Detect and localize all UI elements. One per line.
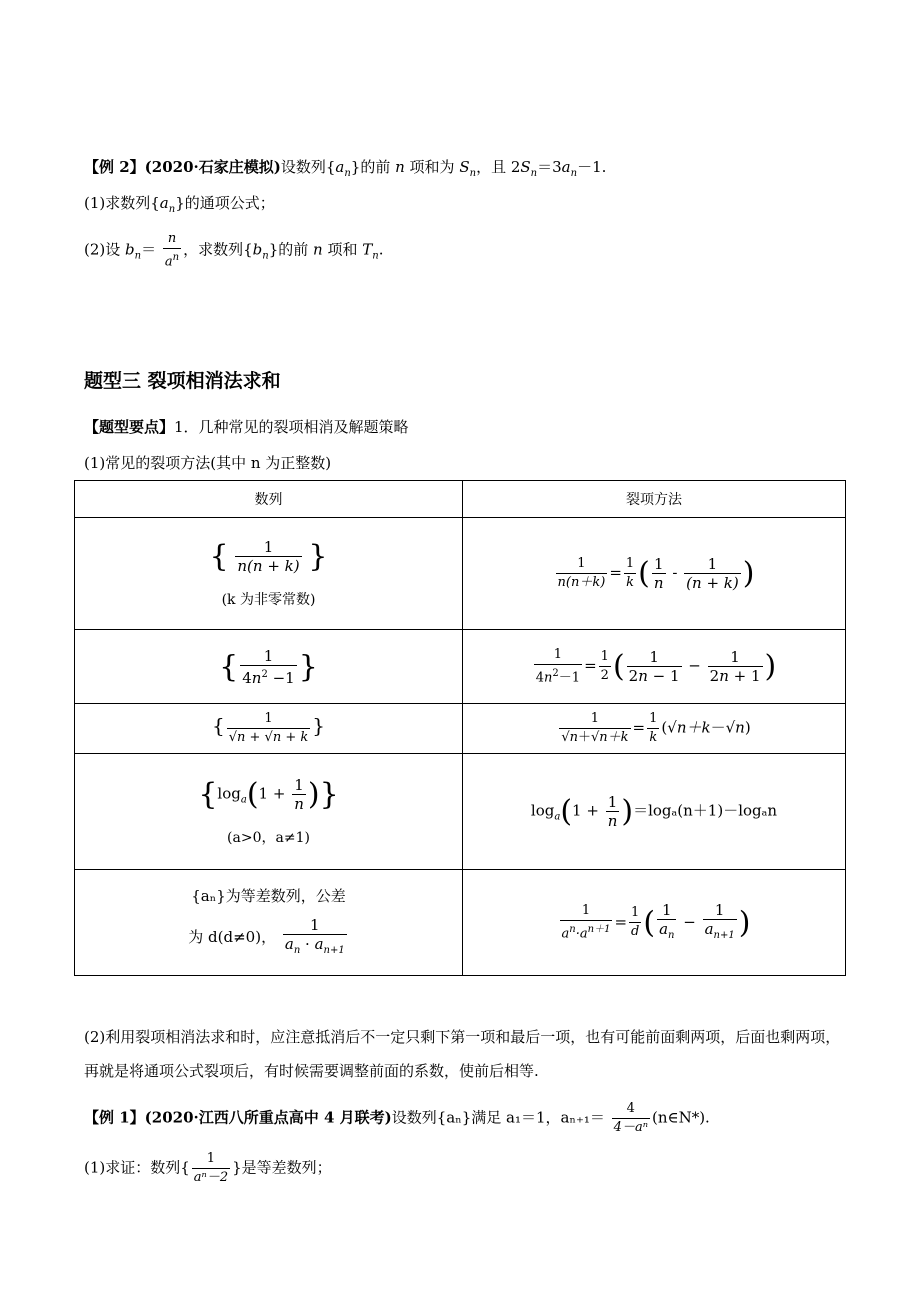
fraction: $\frac{1}{n}$: [294, 776, 304, 813]
cell-sequence: [75, 518, 463, 630]
sub-n: n: [262, 250, 269, 262]
sub-n: n: [570, 168, 578, 179]
sub-n: n: [530, 168, 538, 179]
text: }的前: [268, 240, 314, 259]
cell-sequence: { $\frac{1}{√n + √n + k}$ }: [75, 704, 463, 754]
text: (1)求数列{: [84, 194, 160, 212]
cell-method: $\log_a(1$ + $\frac{1}{n}$ )＝logₐ(n＋1)－logₐn: [463, 754, 846, 870]
formula-seq-4: {$\log_a(1$ + $\frac{1}{n}$ )}: [198, 776, 339, 813]
var-S: S: [520, 158, 531, 176]
fraction: $\frac{1}{n}$: [607, 793, 618, 830]
fraction: $\frac{4}{\text{4－aⁿ}}$: [613, 1101, 648, 1135]
cell-method: $\frac{1}{n(n+k)}$ = $\frac{1}{k}$ ( $\frac{1}{n}$ - $\frac{1}{(n + k)}$ ): [463, 518, 846, 630]
numerator: n: [163, 230, 181, 249]
note-k: (k 为非零常数): [221, 592, 316, 608]
header-sequence: 数列: [75, 481, 463, 518]
header-method: 裂项方法: [463, 481, 846, 518]
table-row: [75, 870, 846, 976]
text: 设数列{: [280, 158, 336, 176]
text: ，求数列{: [183, 240, 253, 259]
var-a: a: [335, 158, 345, 176]
var-a: a: [561, 158, 571, 176]
var-n: n: [313, 240, 323, 259]
table-row: [75, 630, 846, 704]
example1-text: 设数列{aₙ}满足 a₁＝1，aₙ₊₁＝: [391, 1108, 605, 1127]
text: .: [378, 240, 384, 259]
fraction: $\frac{1}{n}$: [653, 555, 664, 592]
text: (2)设: [84, 240, 126, 259]
text: }的前: [350, 158, 396, 176]
sub-n: n: [372, 250, 379, 262]
var-T: T: [362, 240, 373, 259]
table-header-row: [75, 481, 846, 518]
formula-seq-1: { $\frac{1}{n(n + k)}$ }: [209, 538, 328, 575]
example1-statement: [84, 1100, 710, 1137]
fraction: $\frac{1}{n(n + k)}$: [237, 538, 300, 575]
fraction: $\frac{1}{k}$: [649, 711, 658, 745]
var-n: n: [395, 158, 405, 176]
text: 项和为: [404, 158, 460, 176]
text: ＝3: [537, 158, 562, 176]
subheading-1: (1)常见的裂项方法(其中 n 为正整数): [84, 454, 332, 472]
fraction: $\frac{1}{√n+√n+k}$: [561, 711, 629, 745]
text: 项和: [322, 240, 363, 259]
text: }是等差数列；: [232, 1158, 332, 1177]
var-a: a: [164, 254, 173, 270]
example1-question1: [84, 1150, 332, 1187]
cell-sequence: [75, 870, 463, 976]
fraction: $\frac{1}{(n + k)}$: [686, 555, 739, 592]
example1-end: (n∈N*).: [651, 1108, 710, 1127]
text: }的通项公式；: [175, 194, 275, 212]
example2-statement: [84, 156, 606, 179]
denominator: [163, 249, 181, 271]
fraction: $\frac{1}{4n^2 -1}$: [242, 646, 295, 687]
fraction: $\frac{1}{a_{n+1}}$: [704, 900, 735, 941]
table-row: [75, 518, 846, 630]
example2-tag: 【例 2】: [84, 158, 145, 176]
fraction: $\frac{1}{a_n}$: [659, 900, 675, 941]
key-text: 1．几种常见的裂项相消及解题策略: [174, 418, 409, 436]
var-b: b: [125, 240, 135, 259]
text: ，且 2: [476, 158, 521, 176]
text: (1)求证：数列{: [84, 1158, 190, 1177]
table-row: [75, 754, 846, 870]
fraction: $\frac{1}{a_n \cdot a_{n+1}}$: [284, 916, 345, 956]
key-tag: 【题型要点】: [84, 418, 175, 436]
example1-tag: 【例 1】: [84, 1108, 145, 1127]
example2-source: (2020·石家庄模拟): [144, 158, 281, 176]
cell-sequence: [75, 754, 463, 870]
fraction: $\frac{1}{4n^2-1}$: [535, 646, 581, 686]
var-b: b: [252, 240, 263, 259]
var-S: S: [459, 158, 470, 176]
example1-source: (2020·江西八所重点高中 4 月联考): [144, 1108, 392, 1127]
note-a: (a>0，a≠1): [227, 830, 310, 846]
var-a: a: [159, 194, 169, 212]
fraction: $\frac{1}{a^n\cdot a^{n+1}}$: [561, 902, 611, 942]
fraction: $\frac{1}{\text{aⁿ－2}}$: [193, 1151, 229, 1185]
text: －1.: [577, 158, 607, 176]
sub-n: n: [344, 168, 351, 179]
cell-sequence: { $\frac{1}{4n^2 -1}$ }: [75, 630, 463, 704]
section-title: 题型三 裂项相消法求和: [84, 370, 281, 392]
fraction: $\frac{1}{d}$: [631, 905, 640, 939]
paragraph-2: (2)利用裂项相消法求和时，应注意抵消后不一定只剩下第一项和最后一项，也有可能前面剩两项，后面也剩两项，再就是将通项公式裂项后，有时候需要调整前面的系数，使前后相等.: [84, 1028, 841, 1080]
cell-method: $\frac{1}{4n^2-1}$ = $\frac{1}{2}$ ( $\frac{1}{2n - 1}$ − $\frac{1}{2n + 1}$ ): [463, 630, 846, 704]
fraction: $\frac{1}{2n - 1}$: [628, 648, 680, 685]
cell-method: $\frac{1}{√n+√n+k}$ = $\frac{1}{k}$ (√n＋k－√n): [463, 704, 846, 754]
split-term-table: [74, 480, 846, 976]
example2-question1: [84, 192, 275, 215]
example2-question2: [84, 230, 384, 271]
fraction-n-over-a-n: [163, 230, 181, 271]
key-points: [84, 416, 409, 437]
fraction: $\frac{1}{2}$: [600, 649, 609, 683]
row5-left-1: {aₙ}为等差数列，公差: [191, 887, 346, 905]
row5-left-2: 为 d(d≠0)， $\frac{1}{a_n \cdot a_{n+1}}$: [76, 916, 461, 960]
fraction: $\frac{1}{2n + 1}$: [709, 648, 761, 685]
sup-n: n: [172, 252, 180, 263]
cell-method: $\frac{1}{a^n\cdot a^{n+1}}$ = $\frac{1}{d}$ ( $\frac{1}{a_n}$ − $\frac{1}{a_{n+1}}$ ): [463, 870, 846, 976]
sub-n: n: [134, 250, 142, 262]
sub-n: n: [168, 204, 176, 215]
fraction: $\frac{1}{√n + √n + k}$: [228, 711, 309, 745]
sub-n: n: [469, 168, 477, 179]
log-right: ＝logₐ(n＋1)－logₐn: [633, 801, 778, 820]
fraction: $\frac{1}{k}$: [625, 556, 635, 590]
text: ＝: [141, 240, 157, 259]
table-row: [75, 704, 846, 754]
fraction: $\frac{1}{n(n+k)}$: [557, 556, 606, 590]
